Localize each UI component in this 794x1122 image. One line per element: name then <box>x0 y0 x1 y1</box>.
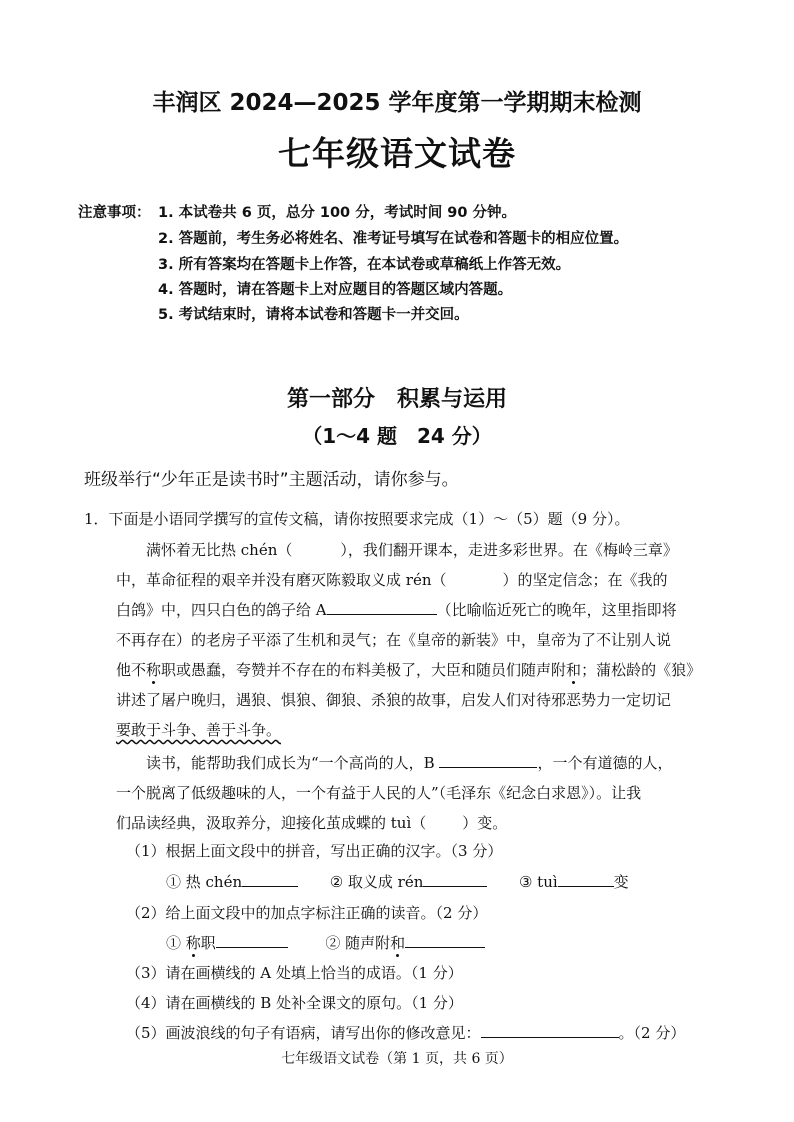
section-subtitle: （1～4 题 24 分） <box>302 424 492 448</box>
passage-line: 不再存在）的老房子平添了生机和灵气；在《皇帝的新装》中，皇帝为了不让别人说 <box>116 631 672 649</box>
passage-line <box>116 719 281 740</box>
notice-item-5: 5. 考试结束时，请将本试卷和答题卡一并交回。 <box>158 307 469 323</box>
passage-text: （比喻临近死亡的晚年，这里指即将 <box>436 601 677 619</box>
answer-blank[interactable] <box>242 872 298 887</box>
blank-b[interactable] <box>439 753 537 768</box>
passage-line <box>146 539 678 560</box>
answer-blank[interactable] <box>481 1023 619 1038</box>
notice-label: 注意事项： <box>78 205 151 221</box>
sub-question-1-items <box>166 871 629 892</box>
passage-text: 满怀着无比热 chén（ <box>146 541 293 559</box>
notice-item-1: 1. 本试卷共 6 页，总分 100 分，考试时间 90 分钟。 <box>158 205 516 221</box>
passage-text: 他不 <box>116 661 147 679</box>
answer-blank[interactable] <box>216 933 288 948</box>
passage-text: ）变。 <box>462 814 508 832</box>
item-label: ② 取义成 rén <box>329 873 424 891</box>
passage-line <box>146 752 673 773</box>
dotted-char: 称 <box>146 661 162 679</box>
passage-text: 职或愚蠢，夸赞并不存在的布料美极了，大臣和随员们随声附 <box>161 661 567 679</box>
sub-question-5 <box>126 1022 685 1043</box>
sub-question-1: （1）根据上面文段中的拼音，写出正确的汉字。（3 分） <box>126 842 503 860</box>
exam-region-title: 丰润区 2024—2025 学年度第一学期期末检测 <box>152 90 642 116</box>
sub-question-5-text: （5）画波浪线的句子有语病，请写出你的修改意见： <box>126 1024 481 1042</box>
answer-blank[interactable] <box>423 872 487 887</box>
dotted-char: 称 <box>185 934 201 952</box>
passage-line: 讲述了屠户晚归，遇狼、惧狼、御狼、杀狼的故事，启发人们对待邪恶势力一定切记 <box>116 691 672 709</box>
sub-question-3: （3）请在画横线的 A 处填上恰当的成语。（1 分） <box>126 964 463 982</box>
notice-item-3: 3. 所有答案均在答题卡上作答，在本试卷或草稿纸上作答无效。 <box>158 257 571 273</box>
passage-text: ；蒲松龄的《狼》 <box>581 661 702 679</box>
passage-line <box>116 599 677 620</box>
notice-item-2: 2. 答题前，考生务必将姓名、准考证号填写在试卷和答题卡的相应位置。 <box>158 231 629 247</box>
passage-text: ，一个有道德的人， <box>537 754 673 772</box>
passage-line <box>116 812 507 833</box>
blank-a[interactable] <box>327 600 437 615</box>
passage-text: ）的坚定信念；在《我的 <box>502 571 668 589</box>
sub-question-5-score: 。（2 分） <box>618 1024 686 1042</box>
item-label: ① 热 chén <box>166 873 243 891</box>
notice-item-4: 4. 答题时，请在答题卡上对应题目的答题区域内答题。 <box>158 282 513 298</box>
activity-intro: 班级举行“少年正是读书时”主题活动，请你参与。 <box>84 470 459 490</box>
wavy-underlined-sentence: 要敢于斗争、善于斗争。 <box>116 721 282 739</box>
passage-line: 一个脱离了低级趣味的人，一个有益于人民的人”（毛泽东《纪念白求恩》）。让我 <box>116 784 642 802</box>
item-label: ① <box>166 934 186 952</box>
passage-text: 们品读经典，汲取养分，迎接化茧成蝶的 tuì（ <box>116 814 427 832</box>
item-label: ③ tuì <box>518 873 558 891</box>
dotted-char: 和 <box>390 934 406 952</box>
dotted-char: 和 <box>566 661 582 679</box>
question-1-stem: 1．下面是小语同学撰写的宣传文稿，请你按照要求完成（1）～（5）题（9 分）。 <box>84 510 630 528</box>
answer-blank[interactable] <box>405 933 485 948</box>
passage-text: ），我们翻开课本，走进多彩世界。在《梅岭三章》 <box>340 541 678 559</box>
sub-question-4: （4）请在画横线的 B 处补全课文的原句。（1 分） <box>126 994 463 1012</box>
item-label: 变 <box>613 873 629 891</box>
sub-question-2-items <box>166 932 485 953</box>
section-title: 第一部分 积累与运用 <box>286 387 507 412</box>
passage-line <box>116 569 668 590</box>
item-label: 职 <box>200 934 216 952</box>
item-label: ② 随声附 <box>325 934 391 952</box>
passage-text: 中，革命征程的艰辛并没有磨灭陈毅取义成 rén（ <box>116 571 447 589</box>
sub-question-2: （2）给上面文段中的加点字标注正确的读音。（2 分） <box>126 904 488 922</box>
passage-line <box>116 659 701 680</box>
answer-blank[interactable] <box>558 872 614 887</box>
exam-subject-title: 七年级语文试卷 <box>278 134 516 173</box>
passage-text: 白鸽》中，四只白色的鸽子给 A <box>116 601 327 619</box>
page-footer: 七年级语文试卷（第 1 页，共 6 页） <box>281 1051 513 1067</box>
passage-text: 读书，能帮助我们成长为“一个高尚的人，B <box>146 754 435 772</box>
